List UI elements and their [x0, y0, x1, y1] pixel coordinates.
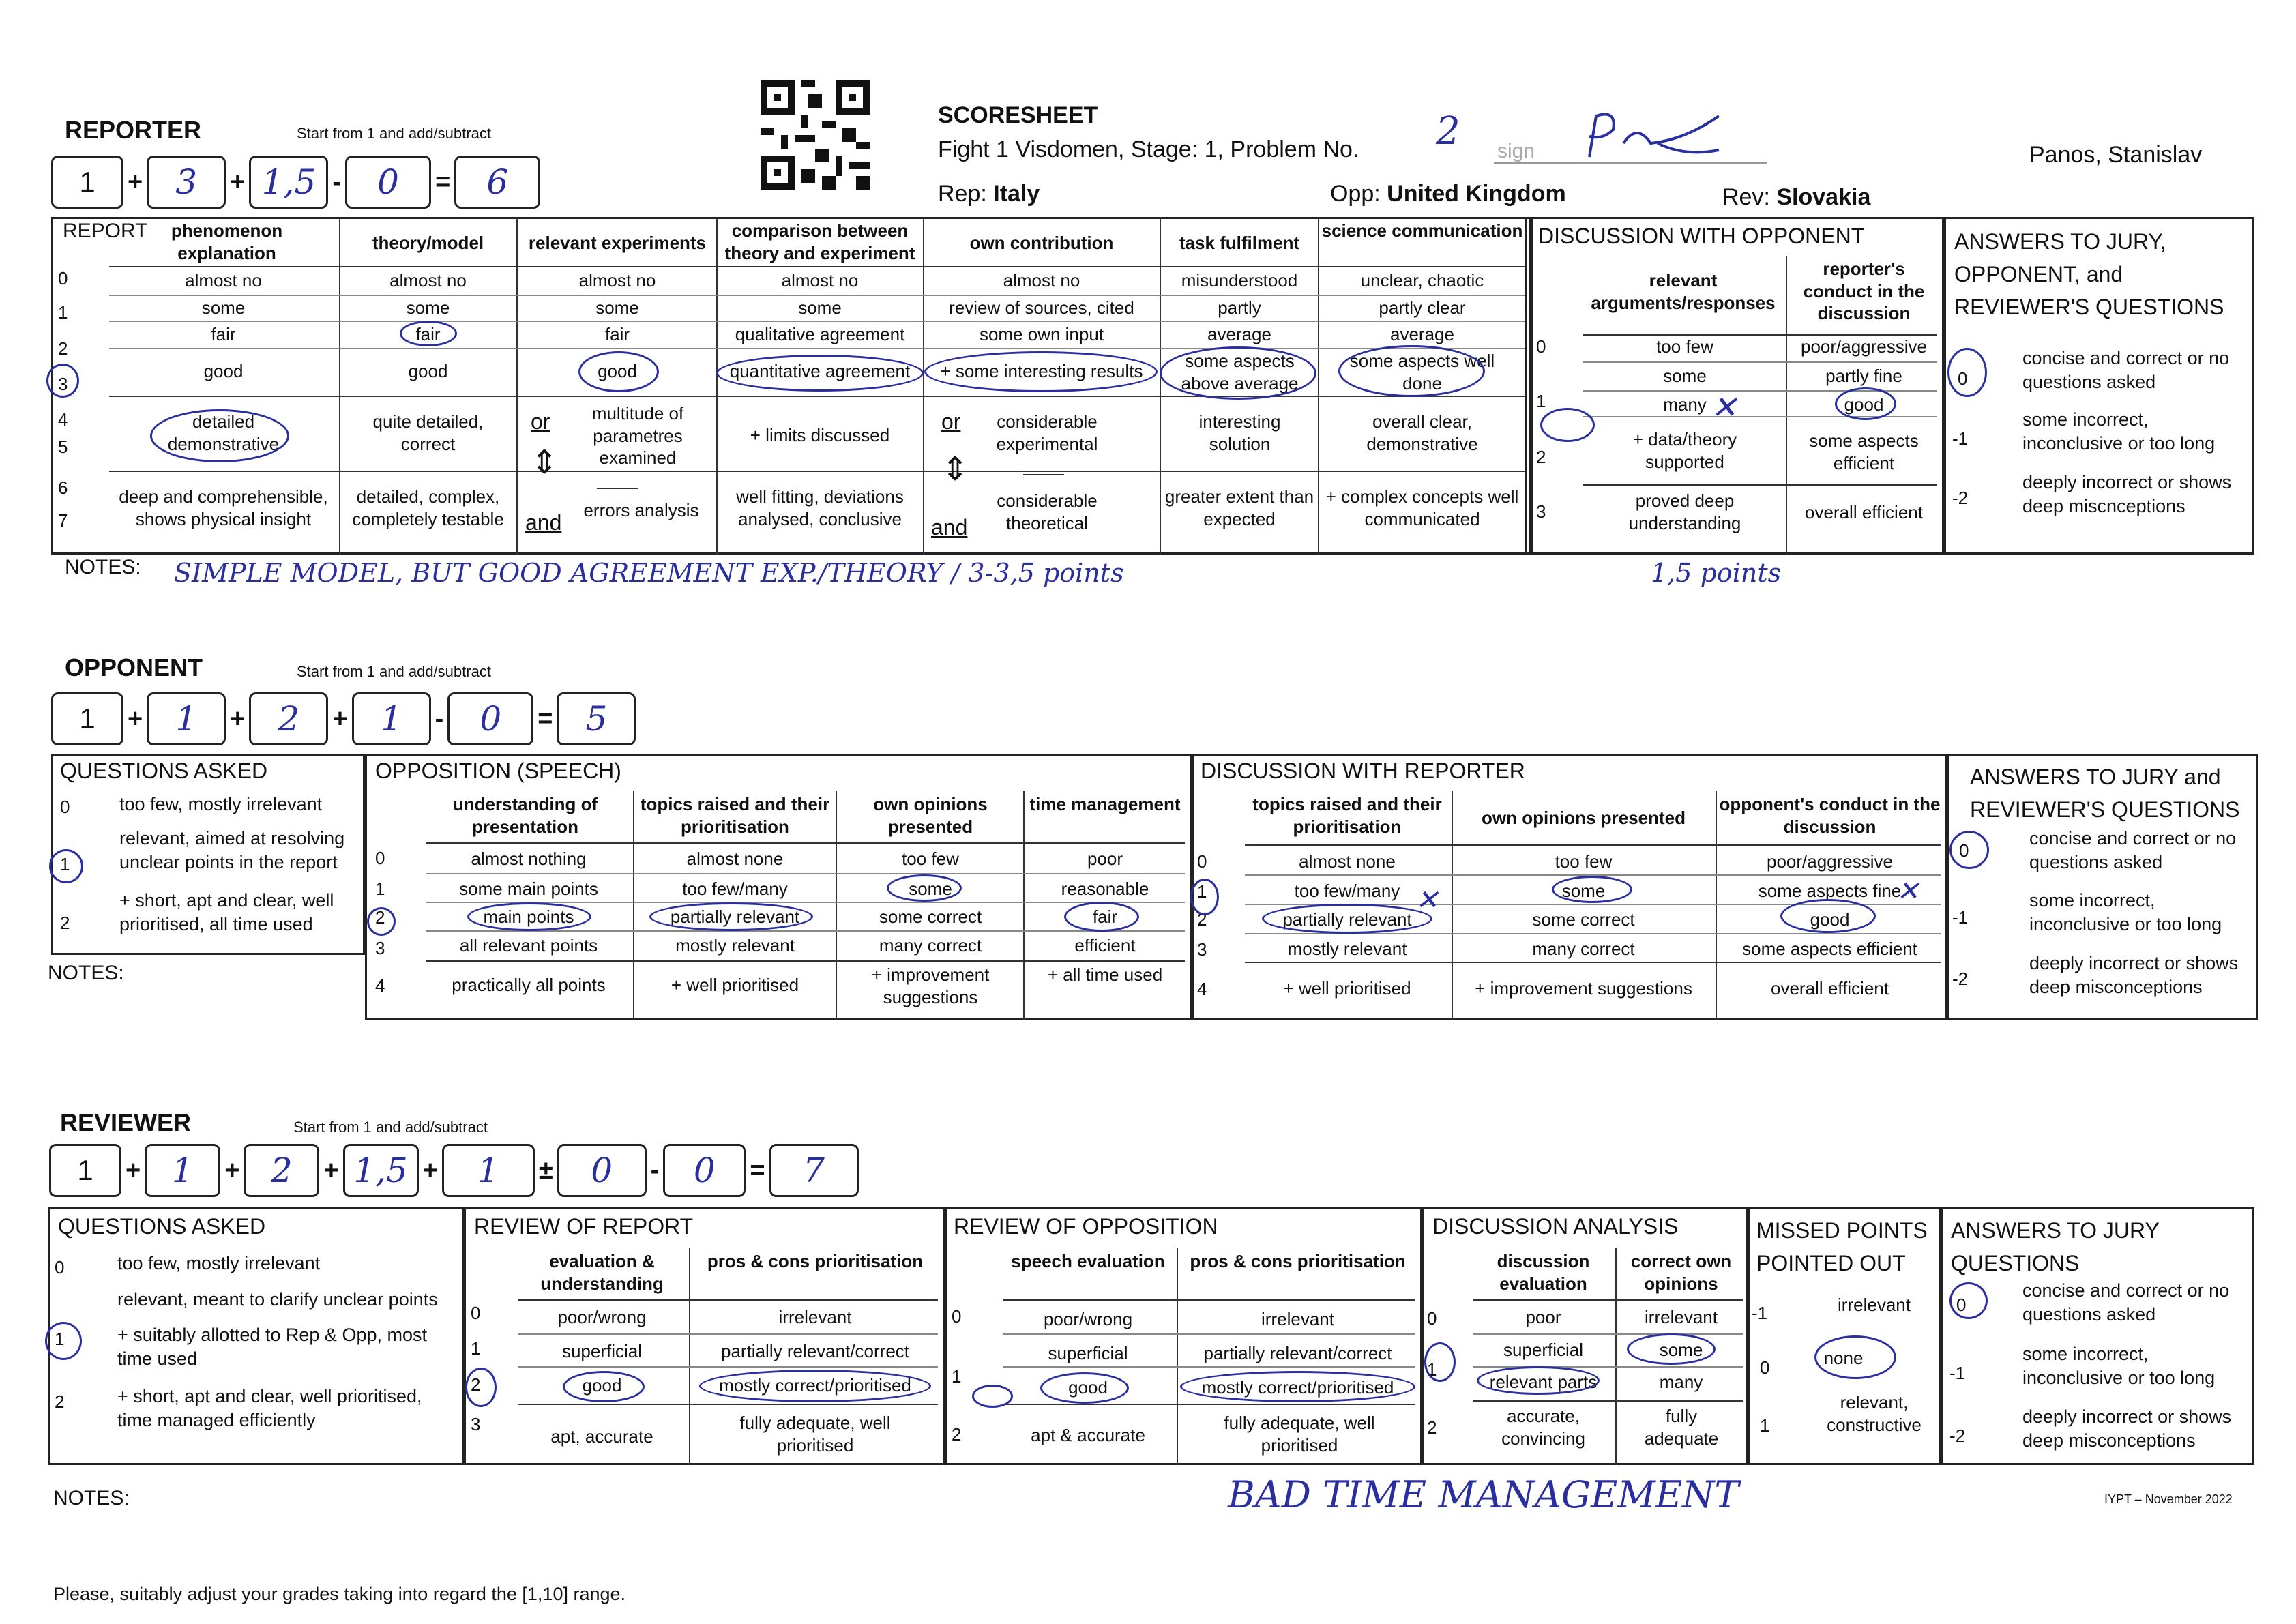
sign-label: sign	[1497, 140, 1535, 162]
answers-mark	[1947, 348, 1987, 397]
opponent-score-box[interactable]: 2	[249, 692, 328, 745]
opp-team: Opp: United Kingdom	[1330, 181, 1566, 207]
opponent-base-box: 1	[51, 692, 123, 745]
col-header: theory/model	[372, 233, 484, 253]
reviewer-formula: 1 + 1 + 2 + 1,5 + 1 ± 0 - 0 = 7	[49, 1144, 859, 1197]
opponent-hint: Start from 1 and add/subtract	[297, 663, 491, 680]
cross-mark: ✕	[1711, 389, 1737, 426]
version-label: IYPT – November 2022	[2104, 1492, 2233, 1506]
reporter-notes-label: NOTES:	[65, 556, 141, 578]
reporter-hint: Start from 1 and add/subtract	[297, 125, 491, 142]
opponent-score-box[interactable]: 1	[147, 692, 226, 745]
juror-name: Panos, Stanislav	[2029, 142, 2203, 168]
or-label: or	[531, 409, 550, 434]
answers-title: ANSWERS TO JURY, OPPONENT, and REVIEWER'S QUESTIONS	[1954, 229, 2224, 319]
opp-answers-mark	[1949, 831, 1989, 869]
reviewer-score-box[interactable]: 1,5	[343, 1144, 419, 1197]
reporter-base-box: 1	[51, 156, 123, 209]
rev-answers-mark	[1949, 1282, 1988, 1319]
qr-code	[761, 80, 870, 190]
discussion-notes-handwritten: 1,5 points	[1651, 558, 1782, 588]
missed-mark	[1814, 1335, 1896, 1379]
or-label: or	[941, 409, 961, 434]
reporter-formula: 1 + 3 + 1,5 - 0 = 6	[51, 156, 540, 209]
col-header: phenomenon explanation	[171, 220, 283, 263]
reviewer-score-box[interactable]: 1	[145, 1144, 220, 1197]
opponent-score-box[interactable]: 1	[352, 692, 431, 745]
col-header: relevant experiments	[528, 233, 707, 253]
rev-team: Rev: Slovakia	[1722, 184, 1871, 210]
reporter-notes-handwritten: SIMPLE MODEL, BUT GOOD AGREEMENT EXP./THEORY / 3-3,5 points	[174, 558, 1124, 588]
reporter-score-box[interactable]: 3	[147, 156, 226, 209]
reporter-score-box[interactable]: 0	[345, 156, 431, 209]
range-note: Please, suitably adjust your grades taking into regard the [1,10] range.	[53, 1584, 626, 1604]
reviewer-notes-label: NOTES:	[53, 1487, 130, 1509]
reviewer-score-box[interactable]: 1	[442, 1144, 535, 1197]
reviewer-title: REVIEWER	[60, 1108, 192, 1136]
fight-text: Fight 1 Visdomen, Stage: 1, Problem No.	[938, 136, 1359, 162]
rep-team: Rep: Italy	[938, 181, 1040, 207]
reporter-title: REPORTER	[65, 116, 202, 144]
reviewer-hint: Start from 1 and add/subtract	[293, 1119, 488, 1136]
col-header: task fulfilment	[1179, 233, 1300, 253]
opponent-score-box[interactable]: 0	[447, 692, 533, 745]
double-arrow-icon: ⇕	[941, 452, 969, 488]
reporter-score-box[interactable]: 1,5	[249, 156, 328, 209]
and-label: and	[525, 510, 562, 535]
discussion-title: DISCUSSION WITH OPPONENT	[1538, 224, 1865, 248]
and-label: and	[931, 515, 968, 540]
report-label: REPORT	[63, 220, 148, 242]
opponent-notes-label: NOTES:	[48, 962, 124, 984]
col-header: comparison between theory and experiment	[724, 220, 915, 263]
reviewer-score-box[interactable]: 0	[557, 1144, 647, 1197]
opponent-formula: 1 + 1 + 2 + 1 - 0 = 5	[51, 692, 636, 745]
problem-number-handwritten: 2	[1436, 109, 1460, 153]
reviewer-total-box[interactable]: 7	[769, 1144, 859, 1197]
col-header: science communication	[1321, 220, 1523, 241]
scoresheet-title: SCORESHEET	[938, 102, 1098, 128]
opponent-title: OPPONENT	[65, 653, 203, 681]
col-header: own contribution	[969, 233, 1114, 253]
opp-questions-mark	[49, 849, 83, 883]
reporter-total-box[interactable]: 6	[454, 156, 540, 209]
reviewer-score-box[interactable]: 0	[663, 1144, 746, 1197]
reviewer-score-box[interactable]: 2	[244, 1144, 319, 1197]
reviewer-base-box: 1	[49, 1144, 121, 1197]
fight-line	[938, 136, 1359, 163]
reviewer-notes-handwritten: BAD TIME MANAGEMENT	[1228, 1473, 1739, 1516]
rev-questions-mark	[45, 1322, 82, 1360]
opponent-total-box[interactable]: 5	[557, 692, 636, 745]
double-arrow-icon: ⇕	[531, 445, 559, 481]
